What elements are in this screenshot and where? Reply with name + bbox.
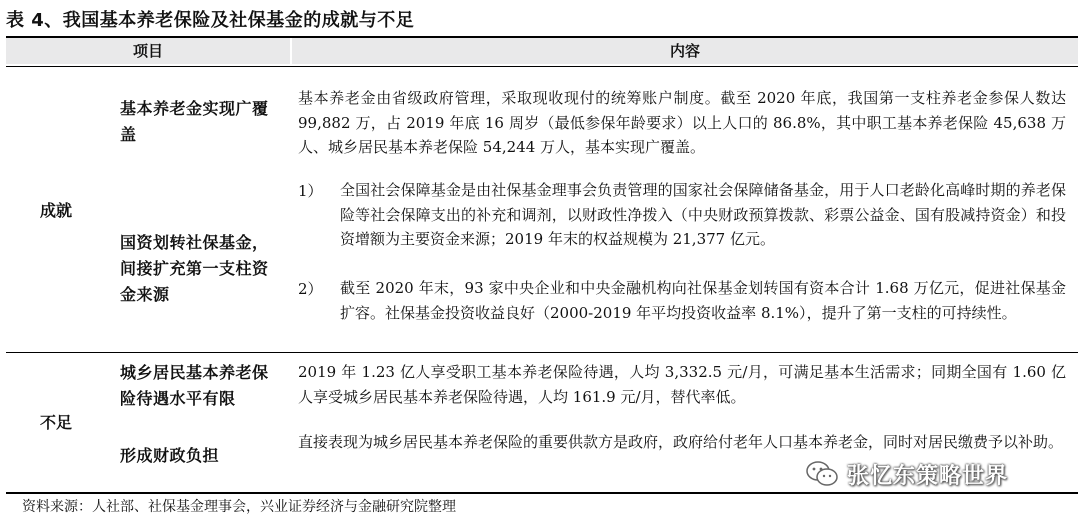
point-1-number: 1） bbox=[298, 182, 323, 200]
watermark bbox=[805, 457, 1055, 491]
wechat-icon bbox=[805, 459, 839, 489]
header-col-content bbox=[292, 38, 1078, 64]
header-content-label: 内容 bbox=[669, 42, 700, 60]
header-col-item bbox=[6, 38, 290, 64]
section-divider bbox=[6, 352, 1078, 353]
point-2-number: 2） bbox=[298, 280, 323, 298]
category-achievements: 成就 bbox=[40, 201, 73, 220]
header-rule bbox=[6, 66, 1078, 67]
table-title: 表 4、我国基本养老保险及社保基金的成就与不足 bbox=[6, 10, 415, 31]
item-rural-pension-level: 城乡居民基本养老保险待遇水平有限 bbox=[120, 363, 269, 408]
watermark-text: 张忆东策略世界 bbox=[847, 463, 1009, 489]
source-note: 资料来源：人社部、社保基金理事会，兴业证券经济与金融研究院整理 bbox=[22, 499, 456, 515]
item-fiscal-burden: 形成财政负担 bbox=[120, 446, 220, 465]
item-state-capital-transfer: 国资划转社保基金，间接扩充第一支柱资金来源 bbox=[120, 233, 269, 304]
point-2-text: 截至 2020 年末，93 家中央企业和中央金融机构向社保基金划转国有资本合计 1.68 万亿元，促进社保基金扩容。社保基金投资收益良好（2000-2019 年平均投资收益率 8.1%），提升了第一支柱的可持续性。 bbox=[340, 279, 1066, 322]
content-pension-coverage: 基本养老金由省级政府管理，采取现收现付的统筹账户制度。截至 2020 年底，我国第一支柱养老金参保人数达 99,882 万，占 2019 年底 16 周岁（最低参保年龄要求）以上人口的 86.8%，其中职工基本养老保险 45,638 万人、城乡居民基本养老保险 54,244 万人，基本实现广覆盖。 bbox=[298, 89, 1066, 156]
category-shortcomings: 不足 bbox=[40, 413, 73, 432]
bottom-rule bbox=[6, 492, 1078, 494]
point-1-text: 全国社会保障基金是由社保基金理事会负责管理的国家社会保障储备基金，用于人口老龄化高峰时期的养老保险等社会保障支出的补充和调剂，以财政性净拨入（中央财政预算拨款、彩票公益金、国有股减持资金）和投资增额为主要资金来源；2019 年末的权益规模为 21,377 亿元。 bbox=[340, 181, 1066, 248]
content-rural-pension-level: 2019 年 1.23 亿人享受职工基本养老保险待遇，人均 3,332.5 元/月，可满足基本生活需求；同期全国有 1.60 亿人享受城乡居民基本养老保险待遇，人均 161.9 元/月，替代率低。 bbox=[298, 363, 1066, 406]
item-pension-coverage: 基本养老金实现广覆盖 bbox=[120, 99, 269, 144]
content-fiscal-burden: 直接表现为城乡居民基本养老保险的重要供款方是政府，政府给付老年人口基本养老金，同时对居民缴费予以补助。 bbox=[298, 433, 1064, 451]
header-item-label: 项目 bbox=[132, 42, 163, 60]
